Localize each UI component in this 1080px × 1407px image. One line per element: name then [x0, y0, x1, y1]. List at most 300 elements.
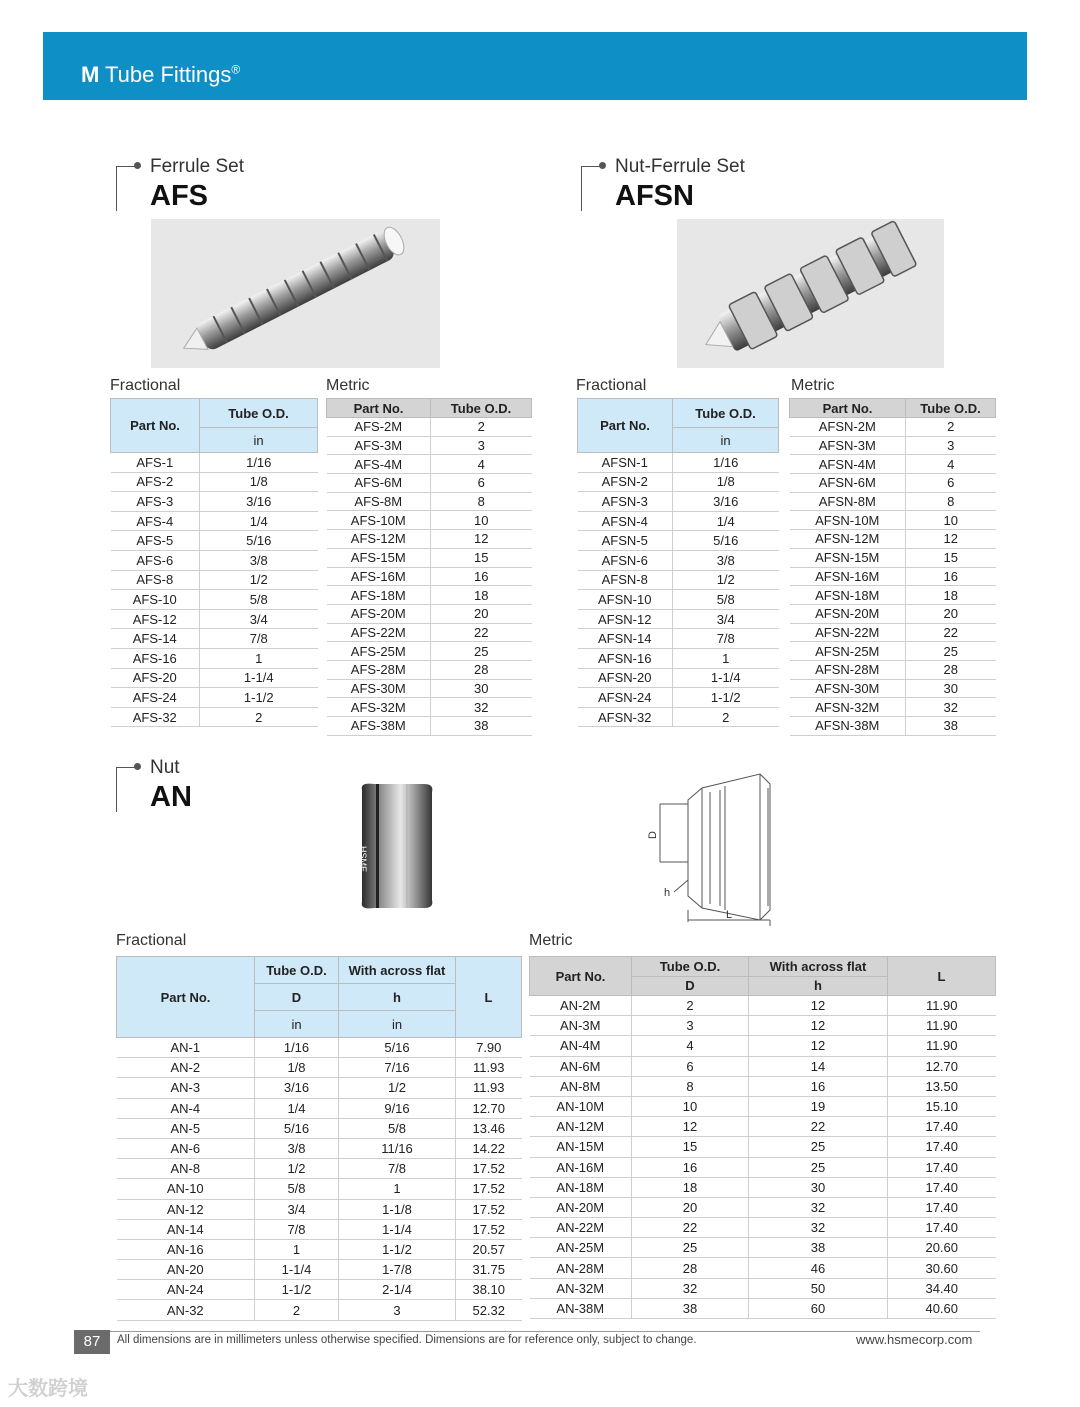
- value-cell: 7/8: [255, 1219, 339, 1239]
- value-cell: 18: [431, 586, 532, 605]
- section-code: AFSN: [615, 180, 694, 212]
- table-row: [578, 531, 779, 551]
- section-subtitle: Nut: [150, 757, 180, 778]
- value-cell: 20.57: [456, 1239, 522, 1259]
- part-number-cell: AFS-16: [111, 648, 200, 668]
- value-cell: 1-1/2: [339, 1239, 456, 1259]
- table-row: [327, 492, 532, 511]
- value-cell: 1/2: [673, 570, 779, 590]
- part-number-cell: AFSN-24: [578, 688, 673, 708]
- value-cell: 1/4: [255, 1098, 339, 1118]
- value-cell: 1-1/4: [339, 1219, 456, 1239]
- value-cell: 25: [906, 642, 996, 661]
- table-row: [530, 1137, 996, 1157]
- value-cell: 30.60: [888, 1258, 996, 1278]
- part-number-cell: AFS-18M: [327, 586, 431, 605]
- an-fractional-caption: Fractional: [116, 932, 187, 949]
- afsn-metric-table: Part No. Tube O.D. AFSN-2M 2 AFSN-3M 3 AFSN-4M 4 AFSN-6M 6 AFSN-8M 8 AFSN-10M 10 AFSN-12M 12 AFSN-15M 15 AFSN-16M 16 AFSN-18M 18 AFSN-20M 20 AFSN-22M 22 AFSN-25M 25 AFSN-28M 28 AFSN-30M 30 AFSN-32M 32 AFSN-38M 38: [789, 398, 996, 736]
- part-number-cell: AFS-20M: [327, 604, 431, 623]
- table-row: [578, 609, 779, 629]
- part-number-cell: AN-15M: [530, 1137, 632, 1157]
- value-cell: 17.52: [456, 1219, 522, 1239]
- table-row: [578, 707, 779, 727]
- part-number-cell: AN-38M: [530, 1298, 632, 1318]
- table-row: [578, 492, 779, 512]
- part-number-cell: AN-32M: [530, 1278, 632, 1298]
- nut-dimension-diagram: [640, 770, 785, 930]
- value-cell: 5/16: [339, 1038, 456, 1058]
- value-cell: 32: [906, 698, 996, 717]
- value-cell: 18: [906, 586, 996, 605]
- value-cell: 1/16: [255, 1038, 339, 1058]
- nut-mark: HSME: [358, 846, 368, 873]
- value-cell: 3/16: [673, 492, 779, 512]
- value-cell: 1/8: [200, 472, 318, 492]
- value-cell: 22: [749, 1117, 888, 1137]
- table-row: [578, 453, 779, 473]
- part-number-cell: AN-16M: [530, 1157, 632, 1177]
- nut-photo: [354, 782, 436, 910]
- value-cell: 11.93: [456, 1058, 522, 1078]
- table-row: [117, 1138, 522, 1158]
- table-row: [327, 474, 532, 493]
- table-row: [790, 436, 996, 455]
- part-number-cell: AFSN-22M: [790, 623, 906, 642]
- part-number-cell: AFSN-2M: [790, 418, 906, 437]
- footer-note: All dimensions are in millimeters unless otherwise specified. Dimensions are for reference only, subject to change.: [117, 1334, 697, 1346]
- value-cell: 10: [431, 511, 532, 530]
- value-cell: 3/8: [673, 550, 779, 570]
- value-cell: 12.70: [456, 1098, 522, 1118]
- part-number-cell: AFS-22M: [327, 623, 431, 642]
- part-number-cell: AFS-14: [111, 629, 200, 649]
- part-number-cell: AFS-4: [111, 511, 200, 531]
- table-row: [578, 570, 779, 590]
- value-cell: 32: [431, 698, 532, 717]
- table-row: [790, 455, 996, 474]
- part-number-cell: AFS-1: [111, 453, 200, 473]
- value-cell: 1/4: [200, 511, 318, 531]
- table-row: [111, 590, 318, 610]
- table-row: [530, 1298, 996, 1318]
- table-row: [578, 472, 779, 492]
- table-row: [790, 642, 996, 661]
- value-cell: 5/8: [673, 590, 779, 610]
- section-subtitle: Nut-Ferrule Set: [615, 156, 745, 177]
- part-number-cell: AN-8M: [530, 1076, 632, 1096]
- part-number-cell: AFS-6: [111, 550, 200, 570]
- table-row: [530, 1238, 996, 1258]
- part-number-cell: AFS-5: [111, 531, 200, 551]
- d-dimension-label: D: [647, 831, 659, 839]
- value-cell: 28: [431, 660, 532, 679]
- table-row: [530, 1278, 996, 1298]
- part-number-cell: AFSN-3M: [790, 436, 906, 455]
- part-number-cell: AN-16: [117, 1239, 255, 1259]
- table-row: [117, 1300, 522, 1320]
- value-cell: 15: [431, 548, 532, 567]
- value-cell: 12.70: [888, 1056, 996, 1076]
- part-number-cell: AN-25M: [530, 1238, 632, 1258]
- value-cell: 7.90: [456, 1038, 522, 1058]
- table-row: [111, 668, 318, 688]
- value-cell: 13.50: [888, 1076, 996, 1096]
- value-cell: 12: [749, 1016, 888, 1036]
- table-row: [790, 586, 996, 605]
- value-cell: 38: [906, 717, 996, 736]
- part-number-cell: AN-14: [117, 1219, 255, 1239]
- value-cell: 6: [906, 474, 996, 493]
- table-row: [327, 717, 532, 736]
- value-cell: 38.10: [456, 1280, 522, 1300]
- value-cell: 17.40: [888, 1117, 996, 1137]
- value-cell: 34.40: [888, 1278, 996, 1298]
- table-row: [111, 648, 318, 668]
- value-cell: 25: [431, 642, 532, 661]
- value-cell: 2-1/4: [339, 1280, 456, 1300]
- afs-fractional-caption: Fractional: [110, 377, 181, 394]
- table-row: [530, 1117, 996, 1137]
- value-cell: 3: [431, 436, 532, 455]
- table-row: [117, 1038, 522, 1058]
- table-row: [117, 1239, 522, 1259]
- value-cell: 15: [632, 1137, 749, 1157]
- value-cell: 4: [431, 455, 532, 474]
- table-row: [117, 1159, 522, 1179]
- table-row: [111, 492, 318, 512]
- value-cell: 1/8: [673, 472, 779, 492]
- value-cell: 7/8: [200, 629, 318, 649]
- table-row: [530, 1016, 996, 1036]
- ferrule-set-photo: [151, 219, 440, 368]
- table-row: [790, 567, 996, 586]
- afs-fractional-table: Part No. Tube O.D. in AFS-1 1/16 AFS-2 1/8 AFS-3 3/16 AFS-4 1/4 AFS-5 5/16 AFS-6 3/8 AFS-8 1/2 AFS-10 5/8 AFS-12 3/4 AFS-14 7/8 AFS-16 1 AFS-20 1-1/4 AFS-24 1-1/2 AFS-32 2: [110, 398, 318, 727]
- part-number-cell: AFS-32M: [327, 698, 431, 717]
- page-number: 87: [74, 1330, 110, 1354]
- table-row: [117, 1098, 522, 1118]
- value-cell: 1-1/4: [673, 668, 779, 688]
- value-cell: 11.90: [888, 1016, 996, 1036]
- part-number-cell: AFS-10M: [327, 511, 431, 530]
- value-cell: 2: [673, 707, 779, 727]
- value-cell: 1/16: [200, 453, 318, 473]
- part-number-cell: AN-2: [117, 1058, 255, 1078]
- value-cell: 25: [749, 1157, 888, 1177]
- value-cell: 32: [749, 1197, 888, 1217]
- section-code: AFS: [150, 180, 208, 212]
- value-cell: 17.40: [888, 1197, 996, 1217]
- table-row: [790, 660, 996, 679]
- table-row: [111, 629, 318, 649]
- part-number-cell: AN-1: [117, 1038, 255, 1058]
- table-row: [111, 609, 318, 629]
- value-cell: 50: [749, 1278, 888, 1298]
- table-row: [790, 511, 996, 530]
- value-cell: 1: [339, 1179, 456, 1199]
- value-cell: 30: [431, 679, 532, 698]
- value-cell: 28: [632, 1258, 749, 1278]
- an-fractional-table: Part No. Tube O.D. With across flat L D h in in AN-1 1/16 5/16 7.90 AN-2 1/8 7/16 11.93 AN-3 3/16 1/2 11.93 AN-4 1/4 9/16 12.70 AN-5 5/16 5/8 13.46 AN-6 3/8 11/16 14.22 AN-8 1/2 7/8 17.52 AN-10 5/8 1 17.52 AN-12 3/4 1-1/8 17.52 AN-14 7/8 1-1/4 17.52 AN-16 1 1-1/2 20.57 AN-20 1-1/4 1-7/8 31.75 AN-24 1-1/2 2-1/4 38.10 AN-32 2 3 52.32: [116, 956, 522, 1321]
- value-cell: 12: [749, 1036, 888, 1056]
- part-number-cell: AFS-2: [111, 472, 200, 492]
- part-number-cell: AFSN-20: [578, 668, 673, 688]
- value-cell: 6: [632, 1056, 749, 1076]
- part-number-cell: AFSN-12M: [790, 530, 906, 549]
- value-cell: 15.10: [888, 1096, 996, 1116]
- table-row: [327, 511, 532, 530]
- value-cell: 12: [431, 530, 532, 549]
- value-cell: 5/8: [339, 1118, 456, 1138]
- footer-url[interactable]: www.hsmecorp.com: [856, 1332, 973, 1347]
- part-number-cell: AN-10M: [530, 1096, 632, 1116]
- value-cell: 3/16: [200, 492, 318, 512]
- value-cell: 8: [906, 492, 996, 511]
- value-cell: 8: [431, 492, 532, 511]
- table-row: [578, 629, 779, 649]
- table-row: [790, 492, 996, 511]
- value-cell: 12: [906, 530, 996, 549]
- part-number-cell: AFSN-1: [578, 453, 673, 473]
- part-number-cell: AFSN-38M: [790, 717, 906, 736]
- part-number-cell: AN-12M: [530, 1117, 632, 1137]
- value-cell: 13.46: [456, 1118, 522, 1138]
- part-number-cell: AFSN-4: [578, 511, 673, 531]
- table-row: [111, 453, 318, 473]
- value-cell: 1-7/8: [339, 1260, 456, 1280]
- value-cell: 5/8: [200, 590, 318, 610]
- value-cell: 20: [632, 1197, 749, 1217]
- value-cell: 7/16: [339, 1058, 456, 1078]
- part-number-cell: AN-24: [117, 1280, 255, 1300]
- table-row: [530, 1056, 996, 1076]
- value-cell: 11.90: [888, 1036, 996, 1056]
- table-row: [117, 1280, 522, 1300]
- section-subtitle: Ferrule Set: [150, 156, 244, 177]
- afs-metric-table: Part No. Tube O.D. AFS-2M 2 AFS-3M 3 AFS-4M 4 AFS-6M 6 AFS-8M 8 AFS-10M 10 AFS-12M 12 AFS-15M 15 AFS-16M 16 AFS-18M 18 AFS-20M 20 AFS-22M 22 AFS-25M 25 AFS-28M 28 AFS-30M 30 AFS-32M 32 AFS-38M 38: [326, 398, 532, 736]
- afsn-fractional-caption: Fractional: [576, 377, 647, 394]
- table-row: [790, 474, 996, 493]
- table-row: [117, 1219, 522, 1239]
- value-cell: 2: [632, 996, 749, 1016]
- value-cell: 16: [431, 567, 532, 586]
- table-row: [117, 1260, 522, 1280]
- value-cell: 3/4: [673, 609, 779, 629]
- value-cell: 15: [906, 548, 996, 567]
- value-cell: 2: [906, 418, 996, 437]
- table-row: [790, 418, 996, 437]
- value-cell: 1-1/4: [255, 1260, 339, 1280]
- part-number-cell: AFS-4M: [327, 455, 431, 474]
- table-row: [790, 698, 996, 717]
- value-cell: 12: [632, 1117, 749, 1137]
- value-cell: 10: [632, 1096, 749, 1116]
- part-number-cell: AFSN-32: [578, 707, 673, 727]
- value-cell: 11.90: [888, 996, 996, 1016]
- value-cell: 1-1/2: [255, 1280, 339, 1300]
- table-row: [578, 550, 779, 570]
- value-cell: 17.52: [456, 1159, 522, 1179]
- value-cell: 17.40: [888, 1157, 996, 1177]
- part-number-cell: AFS-28M: [327, 660, 431, 679]
- table-row: [327, 604, 532, 623]
- table-row: [327, 623, 532, 642]
- part-number-cell: AN-10: [117, 1179, 255, 1199]
- part-number-cell: AFSN-32M: [790, 698, 906, 717]
- part-number-cell: AN-28M: [530, 1258, 632, 1278]
- table-row: [530, 1258, 996, 1278]
- part-number-cell: AFSN-20M: [790, 604, 906, 623]
- h-dimension-label: h: [664, 887, 671, 899]
- table-row: [327, 642, 532, 661]
- part-number-cell: AFSN-16: [578, 648, 673, 668]
- table-row: [578, 648, 779, 668]
- value-cell: 32: [749, 1218, 888, 1238]
- value-cell: 3/8: [255, 1138, 339, 1158]
- part-number-cell: AFSN-18M: [790, 586, 906, 605]
- part-number-cell: AFS-25M: [327, 642, 431, 661]
- value-cell: 38: [431, 717, 532, 736]
- table-row: [327, 455, 532, 474]
- part-number-cell: AFS-3: [111, 492, 200, 512]
- value-cell: 5/16: [255, 1118, 339, 1138]
- value-cell: 3/4: [200, 609, 318, 629]
- value-cell: 4: [632, 1036, 749, 1056]
- value-cell: 20: [906, 604, 996, 623]
- table-row: [327, 679, 532, 698]
- part-number-cell: AFS-38M: [327, 717, 431, 736]
- part-number-cell: AFSN-30M: [790, 679, 906, 698]
- table-row: [327, 586, 532, 605]
- value-cell: 1: [673, 648, 779, 668]
- table-row: [578, 590, 779, 610]
- part-number-cell: AFSN-8M: [790, 492, 906, 511]
- part-number-cell: AFS-10: [111, 590, 200, 610]
- header-banner: [43, 32, 1027, 100]
- part-number-cell: AFS-3M: [327, 436, 431, 455]
- part-number-cell: AN-6M: [530, 1056, 632, 1076]
- part-number-cell: AFS-6M: [327, 474, 431, 493]
- table-row: [111, 531, 318, 551]
- part-number-cell: AFS-15M: [327, 548, 431, 567]
- value-cell: 16: [632, 1157, 749, 1177]
- value-cell: 2: [431, 418, 532, 437]
- part-number-cell: AFS-30M: [327, 679, 431, 698]
- value-cell: 38: [632, 1298, 749, 1318]
- value-cell: 1/2: [339, 1078, 456, 1098]
- part-number-cell: AFS-8M: [327, 492, 431, 511]
- table-row: [327, 548, 532, 567]
- table-row: [578, 688, 779, 708]
- nut-ferrule-set-photo: [677, 219, 944, 368]
- value-cell: 1/2: [255, 1159, 339, 1179]
- value-cell: 5/8: [255, 1179, 339, 1199]
- value-cell: 40.60: [888, 1298, 996, 1318]
- table-row: [790, 530, 996, 549]
- value-cell: 3: [906, 436, 996, 455]
- table-row: [578, 511, 779, 531]
- value-cell: 19: [749, 1096, 888, 1116]
- part-number-cell: AFSN-3: [578, 492, 673, 512]
- part-number-cell: AN-2M: [530, 996, 632, 1016]
- value-cell: 30: [906, 679, 996, 698]
- table-row: [530, 1157, 996, 1177]
- value-cell: 12: [749, 996, 888, 1016]
- page-title: M Tube Fittings®: [81, 62, 241, 87]
- part-number-cell: AN-18M: [530, 1177, 632, 1197]
- table-row: [530, 1218, 996, 1238]
- table-row: [327, 567, 532, 586]
- table-row: [327, 698, 532, 717]
- part-number-cell: AFSN-14: [578, 629, 673, 649]
- value-cell: 1/4: [673, 511, 779, 531]
- table-row: [327, 436, 532, 455]
- l-dimension-label: L: [726, 909, 733, 921]
- value-cell: 32: [632, 1278, 749, 1298]
- table-row: [790, 717, 996, 736]
- value-cell: 9/16: [339, 1098, 456, 1118]
- part-number-cell: AN-3: [117, 1078, 255, 1098]
- value-cell: 6: [431, 474, 532, 493]
- part-number-cell: AFSN-6M: [790, 474, 906, 493]
- table-row: [790, 623, 996, 642]
- table-row: [327, 660, 532, 679]
- value-cell: 1-1/2: [673, 688, 779, 708]
- part-number-cell: AFS-32: [111, 707, 200, 727]
- table-row: [117, 1179, 522, 1199]
- table-row: [111, 550, 318, 570]
- value-cell: 10: [906, 511, 996, 530]
- part-number-cell: AN-20M: [530, 1197, 632, 1217]
- table-row: [117, 1199, 522, 1219]
- value-cell: 1-1/8: [339, 1199, 456, 1219]
- value-cell: 25: [749, 1137, 888, 1157]
- part-number-cell: AN-5: [117, 1118, 255, 1138]
- part-number-cell: AFSN-2: [578, 472, 673, 492]
- table-row: [530, 1197, 996, 1217]
- value-cell: 3: [339, 1300, 456, 1320]
- value-cell: 17.40: [888, 1218, 996, 1238]
- an-metric-table: Part No. Tube O.D. With across flat L D h AN-2M 2 12 11.90 AN-3M 3 12 11.90 AN-4M 4 12 11.90 AN-6M 6 14 12.70 AN-8M 8 16 13.50 AN-10M 10 19 15.10 AN-12M 12 22 17.40 AN-15M 15 25 17.40 AN-16M 16 25 17.40 AN-18M 18 30 17.40 AN-20M 20 32 17.40 AN-22M 22 32 17.40 AN-25M 25 38 20.60 AN-28M 28 46 30.60 AN-32M 32 50 34.40 AN-38M 38 60 40.60: [529, 956, 996, 1319]
- part-number-cell: AFS-12: [111, 609, 200, 629]
- part-number-cell: AFSN-4M: [790, 455, 906, 474]
- table-row: [111, 570, 318, 590]
- value-cell: 4: [906, 455, 996, 474]
- table-row: [790, 604, 996, 623]
- part-number-cell: AFS-24: [111, 688, 200, 708]
- value-cell: 3/16: [255, 1078, 339, 1098]
- value-cell: 25: [632, 1238, 749, 1258]
- value-cell: 22: [632, 1218, 749, 1238]
- value-cell: 46: [749, 1258, 888, 1278]
- value-cell: 7/8: [673, 629, 779, 649]
- value-cell: 14: [749, 1056, 888, 1076]
- table-row: [578, 668, 779, 688]
- afsn-metric-caption: Metric: [791, 377, 835, 394]
- value-cell: 16: [749, 1076, 888, 1096]
- table-row: [790, 679, 996, 698]
- value-cell: 17.40: [888, 1137, 996, 1157]
- table-row: [111, 472, 318, 492]
- table-row: [327, 418, 532, 437]
- part-number-cell: AFSN-15M: [790, 548, 906, 567]
- part-number-cell: AFS-8: [111, 570, 200, 590]
- table-row: [790, 548, 996, 567]
- value-cell: 3/4: [255, 1199, 339, 1219]
- part-number-cell: AFSN-16M: [790, 567, 906, 586]
- part-number-cell: AN-20: [117, 1260, 255, 1280]
- table-row: [530, 1096, 996, 1116]
- part-number-cell: AFSN-25M: [790, 642, 906, 661]
